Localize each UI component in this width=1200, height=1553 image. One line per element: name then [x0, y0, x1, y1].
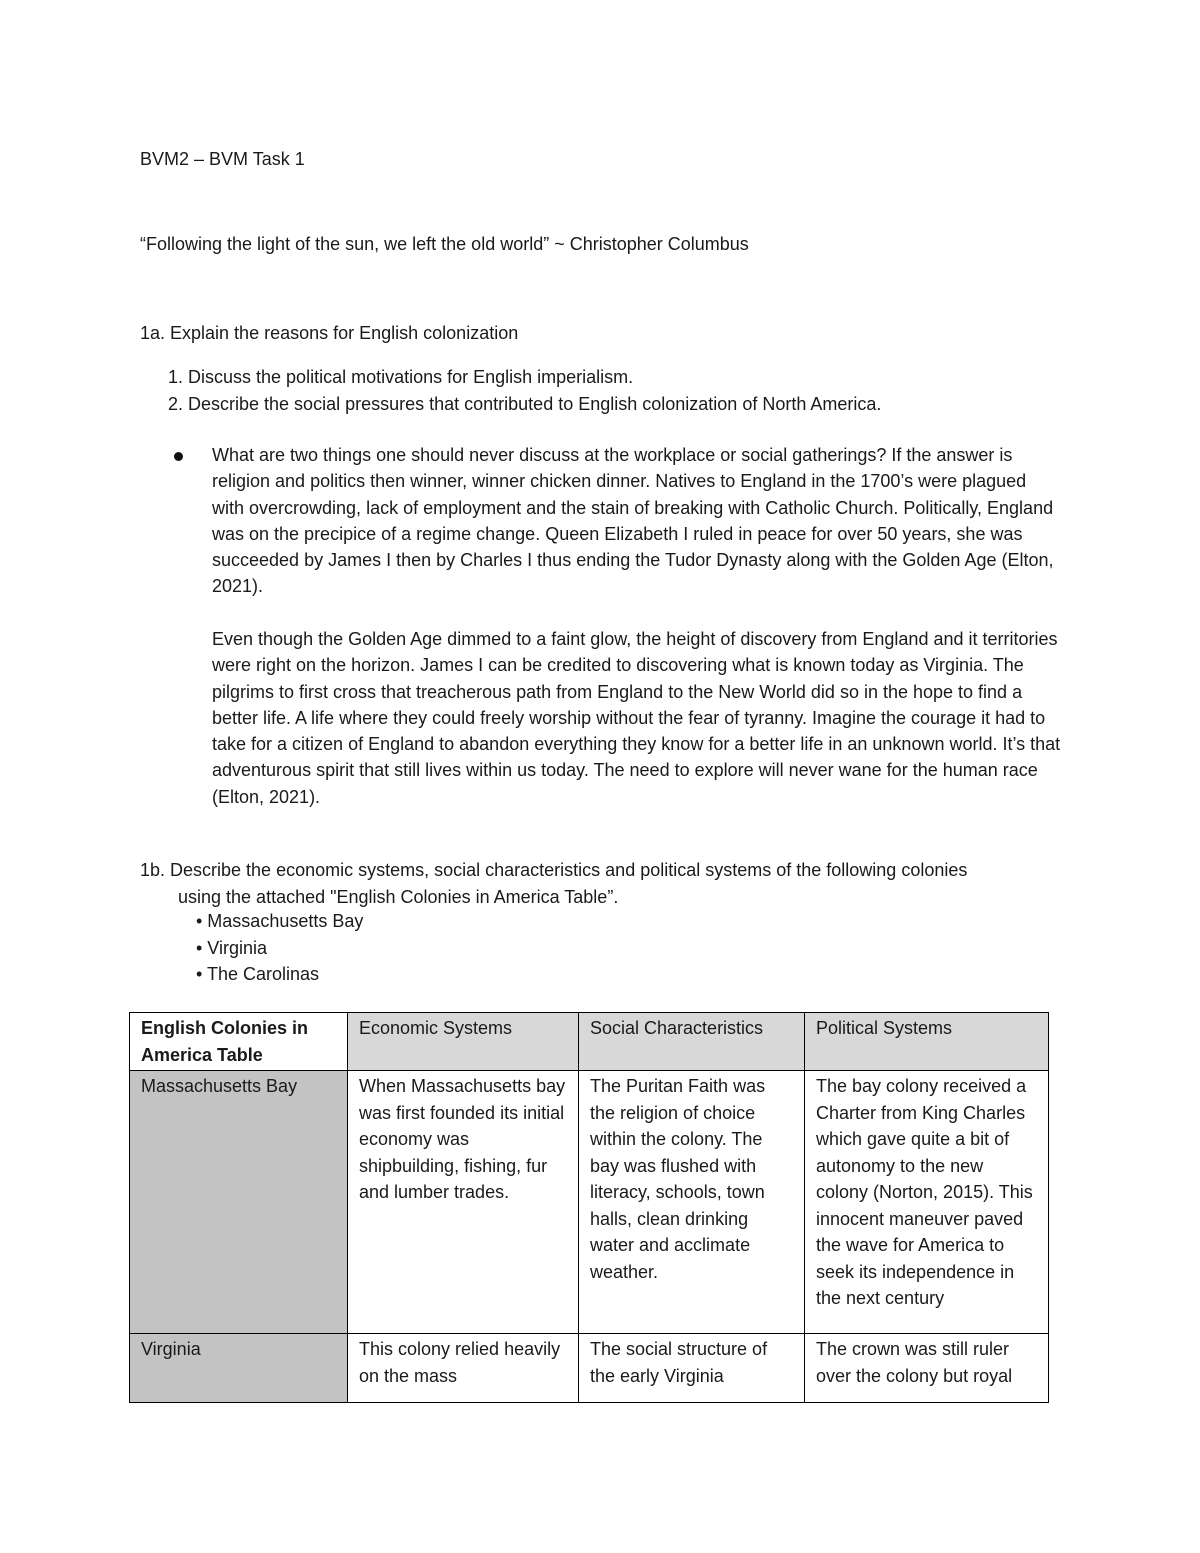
colony-list-item: • Massachusetts Bay	[196, 911, 364, 931]
header-political-systems: Political Systems	[805, 1013, 1049, 1071]
section-1b-heading-continued: using the attached "English Colonies in America Table”.	[178, 887, 619, 907]
header-social-characteristics: Social Characteristics	[579, 1013, 805, 1071]
table-row	[130, 1334, 1049, 1403]
cell-economic: This colony relied heavily on the mass	[348, 1334, 579, 1403]
section-1a-heading: 1a. Explain the reasons for English colonization	[140, 323, 519, 343]
section-1a-item-2: 2. Describe the social pressures that contributed to English colonization of North America.	[168, 394, 882, 414]
section-1a-item-1: 1. Discuss the political motivations for English imperialism.	[168, 367, 634, 387]
colony-list	[196, 908, 363, 988]
answer-paragraph-2: Even though the Golden Age dimmed to a faint glow, the height of discovery from England and it territories were right on the horizon. James I can be credited to discovering what is known today as Virginia. The pilgrims to first cross that treacherous path from England to the New World did so in the hope to find a better life. A life where they could freely worship without the fear of tyranny. Imagine the courage it had to take for a citizen of England to abandon everything they know for a better life in an unknown world. It’s that adventurous spirit that still lives within us today. The need to explore will never wane for the human race (Elton, 2021).	[212, 629, 1061, 807]
cell-social: The social structure of the early Virginia	[579, 1334, 805, 1403]
bullet-icon	[174, 452, 183, 461]
header-economic-systems: Economic Systems	[348, 1013, 579, 1071]
row-header-virginia: Virginia	[130, 1334, 348, 1403]
english-colonies-table	[129, 1012, 1049, 1403]
colony-list-item: • Virginia	[196, 937, 268, 958]
cell-political: The crown was still ruler over the colony but royal	[805, 1334, 1049, 1403]
answer-paragraph-1: What are two things one should never discuss at the workplace or social gatherings? If the answer is religion and politics then winner, winner chicken dinner. Natives to England in the 1700’s were plagued with overcrowding, lack of employment and the stain of breaking with Catholic Church. Politically, England was on the precipice of a regime change. Queen Elizabeth I ruled in peace for over 50 years, she was succeeded by James I then by Charles I thus ending the Tudor Dynasty along with the Golden Age (Elton, 2021).	[212, 445, 1054, 597]
row-header-massachusetts-bay: Massachusetts Bay	[130, 1071, 348, 1334]
table-corner-header: English Colonies in America Table	[130, 1013, 348, 1071]
table-row	[130, 1071, 1049, 1334]
document-title: BVM2 – BVM Task 1	[140, 149, 305, 169]
cell-political: The bay colony received a Charter from King Charles which gave quite a bit of autonomy to the new colony (Norton, 2015). This innocent maneuver paved the wave for America to seek its independence in the next century	[805, 1071, 1049, 1334]
epigraph-quote: “Following the light of the sun, we left the old world” ~ Christopher Columbus	[140, 234, 749, 254]
cell-social: The Puritan Faith was the religion of choice within the colony. The bay was flushed with literacy, schools, town halls, clean drinking water and acclimate weather.	[579, 1071, 805, 1334]
table-header-row	[130, 1013, 1049, 1071]
section-1b-heading: 1b. Describe the economic systems, social characteristics and political systems of the following colonies	[140, 860, 968, 880]
colony-list-item: • The Carolinas	[196, 964, 320, 984]
cell-economic: When Massachusetts bay was first founded its initial economy was shipbuilding, fishing, fur and lumber trades.	[348, 1071, 579, 1334]
